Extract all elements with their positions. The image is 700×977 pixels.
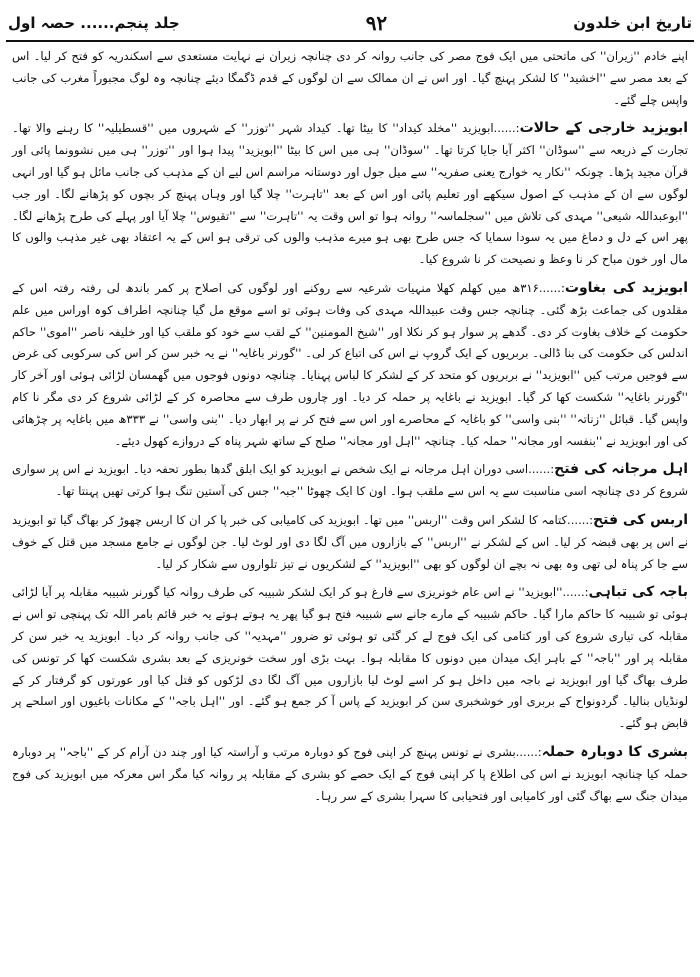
paragraph-text: :......''ابویزید'' نے اس عام خونریزی سے فارغ ہو کر ایک لشکر شبیبہ کی طرف روانہ کیا گورنر شبیبہ مقابلہ پر آیا لڑائی ہوئی تو شبیبہ کا حاکم مارا گیا۔ حاکم شبیبہ کے مارے جانے سے شبیبہ فتح ہو گیا پھر یہ ہوتے ہوتے یہ خبر قائم بامر اللہ تک پہنچی تو اس نے مقابلہ کی تیاری شروع کی اور کتامی کی ایک فوج لے کر گئی تو ہوئی تو ضرور ''مہدیہ'' کی جانب روانہ کر دیا۔ ابویزید یہ خبر سن کر مقابلہ پر اور ''باجہ'' کے باہر ایک میدان میں دونوں کا مقابلہ ہوا۔ بہت بڑی اور سخت خونریزی کے بعد بشری شکست کھا کر تونس کی طرف بھاگ گیا اور ابویزید نے باجہ میں داخل ہو کر اسے لوٹ لیا بازاروں میں آگ لگا دی لڑکوں کو قتل کیا اور عورتوں کو گرفتار کر کے لونڈیاں بنالیا۔ گردونواح کے بربری اور خوشخبری سن کر ابویزید کے پاس آ کر جمع ہو گئے۔ اور ''اہل باجہ'' کے مکانات باغیوں اور اسلحے پر قابض ہو گئے۔: [12, 585, 688, 731]
section-heading: باجہ کی تباہی: [588, 584, 688, 601]
paragraph-text: اپنے خادم ''زیران'' کی ماتحتی میں ایک فوج مصر کی جانب روانہ کر دی چنانچہ زیران نے نہایت مستعدی سے اسکندریہ کو فتح کر لیا۔ اس کے بعد مصر سے ''اخشید'' کا لشکر پہنچ گیا۔ اور اس نے ان ممالک سے ان لوگوں کے قدم ڈگمگا دیئے چنانچہ وہ لوگ مجبوراً مغرب کی جانب واپس چلے گئے۔: [12, 49, 688, 107]
section-heading: بشری کا دوبارہ حملہ: [541, 743, 688, 760]
paragraph-text: :......ابویزید ''مخلد کیداد'' کا بیٹا تھا۔ کیداد شہر ''توزر'' کے شہروں میں ''قسطیلیہ'' کا رہنے والا تھا۔ تجارت کے ذریعہ سے ''سوڈان'' اکثر آیا جایا کرتا تھا۔ ''سوڈان'' ہی میں اس کا بیٹا ''ابویزید'' پیدا ہوا اور ''توزر'' ہی میں نشوونما پائی اور قرآن مجید پڑھا۔ چونکہ ''نکار یہ خوارج یعنی صفریہ'' سے میل جول اور دوستانہ مراسم اس لیے ان کے مذہب کی جانب مائل ہو گیا اور انہی لوگوں سے ان کے مذہب کے اصول سیکھے اور تعلیم پائی اور اس کے بعد ''تاہرت'' چلا گیا اور وہاں پہنچ کر بچوں کو پڑھانے لگا۔ اور جب ''ابوعبداللہ شیعی'' مہدی کی تلاش میں ''سجلماسہ'' روانہ ہوا تو اس وقت یہ ''تاہرت'' سے ''تقیوس'' چلا آیا اور پہلے کی طرح پڑھانے لگا۔ پھر اس کے دل و دماغ میں یہ سودا سمایا کہ جس طرح بھی ہو میرے مذہب والوں کی ترقی ہو اس کے یہ اعتقاد بھی غیر مذہب والوں کا مال اور خون مباح کر نا وعظ و نصیحت کر نا شروع کیا۔: [12, 121, 688, 267]
page-body: [12, 46, 688, 814]
paragraph-4: [12, 459, 688, 503]
paragraph-6: [12, 582, 688, 735]
page-number: ۹۲: [365, 11, 388, 35]
volume-label: جلد پنجم...... حصہ اول: [8, 14, 180, 32]
page-header: [8, 10, 692, 36]
paragraph-text: :......اسی دوران اہل مرجانہ نے ایک شخص نے ابویزید کو ایک ابلق گدھا بطور تحفہ دیا۔ ابویزید نے اس پر سواری شروع کر دی چنانچہ اسی مناسبت سے یہ اس سے ملقب ہوا۔ اون کا ایک چھوٹا ''جبہ'' جس کی آستین تنگ ہوا کرتی تھیں پہنتا تھا۔: [12, 462, 688, 499]
section-heading: ابویزید خارجی کے حالات: [519, 120, 689, 137]
paragraph-7: [12, 742, 688, 807]
section-heading: اربس کی فتح: [593, 511, 688, 528]
paragraph-2: [12, 118, 688, 271]
header-rule: [6, 40, 694, 42]
paragraph-5: [12, 510, 688, 575]
section-heading: اہل مرجانہ کی فتح: [554, 461, 688, 478]
paragraph-1: [12, 46, 688, 111]
paragraph-text: :......کتامہ کا لشکر اس وقت ''اربس'' میں تھا۔ ابویزید کی کامیابی کی خبر پا کر ان کا اربس چھوڑ کر بھاگ گیا تو ابویزید نے اس پر بھی قبضہ کر لیا۔ اس کے لشکر نے ''اربس'' کے بازاروں میں آگ لگا دی اور لوٹ لیا۔ جن لوگوں نے جامع مسجد میں قتل کے خوف سے جا کر پناہ لی تھی وہ بھی نہ بچے ان لوگوں کو بھی ''ابویزید'' کے لشکریوں نے تیز تلواروں سے شکار کر لیا۔: [12, 512, 688, 571]
paragraph-text: :......۳۱۶ھ میں کھلم کھلا منہیات شرعیہ سے روکنے اور لوگوں کی اصلاح پر کمر باندھ لی رفتہ رفتہ اس کے مقلدوں کی جماعت بڑھ گئی۔ چنانچہ جس وقت عبیداللہ مہدی کی وفات ہوئی تو اسے موقع مل گیا چنانچہ اطراف کوہ اوراس میں علم حکومت کے خلاف بغاوت کر دی۔ گدھے پر سوار ہو کر نکلا اور ''شیخ المومنین'' کے لقب سے خود کو ملقب کیا اور خلیفہ ناصر ''اموی'' حاکم اندلس کی حکومت کی بنا ڈالی۔ بربریوں کے ایک گروپ نے اس کی اتباع کر لی۔ ''گورنر باغایہ'' نے یہ خبر سن کر اس کی سرکوبی کی غرض سے فوجیں مرتب کیں ''ابویزید'' نے بربریوں کو متحد کر کے لشکر کا لباس پہنایا۔ چنانچہ دونوں فوجوں میں گھمسان لڑائی ہوئی اور آخر کار ''گورنر باغایہ'' شکست کھا کر گیا۔ ابویزید نے باغایہ پر حملہ کر دیا۔ اور چاروں طرف سے محاصرہ کر کے لڑائی شروع کر دی مگر نا کام واپس گیا۔ قبائل ''زناتہ'' ''بنی واسی'' کو باغایہ کے محاصرے اور اس سے فتح کر نے پر ابھار دیا۔ ''بنی واسی'' نے ۳۳۳ھ میں باغایہ پر چڑھائی کی اور ابویزید نے ''بنفسہ اور مجانہ'' حملہ کیا۔ چنانچہ ''اہل اور مجانہ'' صلح کے ساتھ شہر پناہ کے دروازے کھول دیئے۔: [12, 280, 688, 448]
paragraph-3: [12, 278, 688, 452]
paragraph-text: :......بشری نے تونس پہنچ کر اپنی فوج کو دوبارہ مرتب و آراستہ کیا اور چند دن آرام کر کے ''باجہ'' پر دوبارہ حملہ کیا چنانچہ ابویزید نے اس کی اطلاع پا کر اپنی فوج کے ایک حصے کو بشری کے مقابلہ پر روانہ کیا مگر اس معرکہ میں ابویزید کی فوج میدان جنگ سے بھاگ گئی اور کامیابی اور فتحیابی کا سہرا بشری کے سر رہا۔: [12, 744, 688, 803]
book-title: تاریخ ابن خلدون: [573, 14, 692, 32]
section-heading: ابویزید کی بغاوت: [564, 279, 689, 296]
